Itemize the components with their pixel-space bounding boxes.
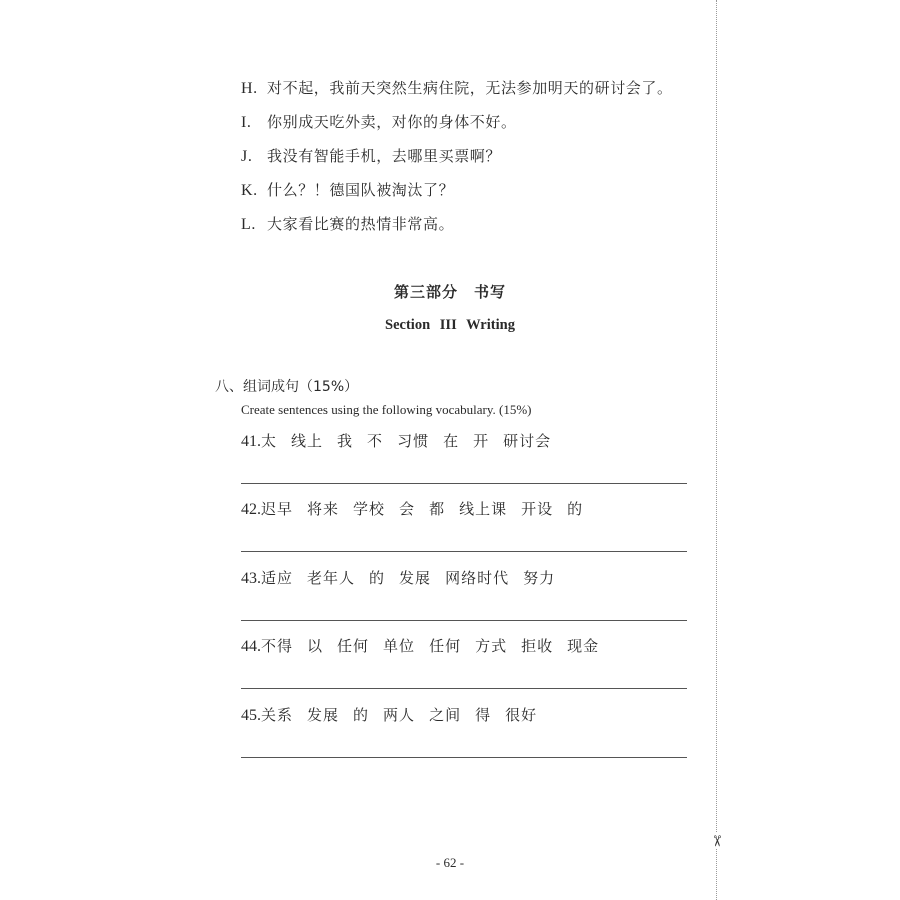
option-l xyxy=(241,214,454,235)
question-item-43 xyxy=(241,568,569,589)
vocab-word: 的 xyxy=(353,706,370,724)
vocab-word: 以 xyxy=(307,637,324,655)
option-k xyxy=(241,180,454,201)
question-heading: 八、组词成句（15%） xyxy=(215,379,359,395)
vocab-word: 线上 xyxy=(291,432,324,450)
vocab-word: 研讨会 xyxy=(503,432,552,450)
cut-line xyxy=(716,0,717,900)
vocab-word: 两人 xyxy=(383,706,416,724)
vocab-word: 之间 xyxy=(429,706,462,724)
question-instruction: Create sentences using the following vocabulary. (15%) xyxy=(241,402,532,417)
vocab-word: 在 xyxy=(443,432,460,450)
vocab-word: 线上课 xyxy=(459,500,508,518)
vocab-word: 关系 xyxy=(261,706,294,724)
question-item-44 xyxy=(241,636,613,657)
vocab-word: 都 xyxy=(429,500,446,518)
vocab-word: 会 xyxy=(399,500,416,518)
vocab-word: 现金 xyxy=(567,637,600,655)
option-letter: I. xyxy=(241,114,252,131)
vocab-word: 我 xyxy=(337,432,354,450)
vocab-word: 迟早 xyxy=(261,500,294,518)
vocab-word: 发展 xyxy=(307,706,340,724)
part-title: 第三部分 书写 xyxy=(393,283,506,301)
option-h xyxy=(241,78,673,99)
question-item-42 xyxy=(241,499,597,520)
vocab-word: 拒收 xyxy=(521,637,554,655)
vocab-word: 习惯 xyxy=(397,432,430,450)
vocab-word: 很好 xyxy=(505,706,538,724)
item-number: 44. xyxy=(241,638,261,655)
item-number: 43. xyxy=(241,570,261,587)
option-text: 我没有智能手机，去哪里买票啊？ xyxy=(267,147,502,165)
vocab-word: 不 xyxy=(367,432,384,450)
vocab-word: 任何 xyxy=(337,637,370,655)
vocab-word: 开 xyxy=(473,432,490,450)
option-letter: K. xyxy=(241,182,258,199)
vocab-word: 方式 xyxy=(475,637,508,655)
page-number: - 62 - xyxy=(435,855,465,870)
answer-line-42[interactable] xyxy=(241,551,687,552)
answer-line-44[interactable] xyxy=(241,688,687,689)
option-letter: J. xyxy=(241,148,253,165)
vocab-word: 太 xyxy=(261,432,278,450)
option-text: 你别成天吃外卖，对你的身体不好。 xyxy=(267,113,517,131)
vocab-word: 不得 xyxy=(261,637,294,655)
vocab-word: 开设 xyxy=(521,500,554,518)
option-letter: L. xyxy=(241,216,256,233)
answer-line-43[interactable] xyxy=(241,620,687,621)
vocab-word: 努力 xyxy=(523,569,556,587)
vocab-word: 任何 xyxy=(429,637,462,655)
vocab-word: 老年人 xyxy=(307,569,356,587)
question-item-41 xyxy=(241,431,565,452)
option-text: 对不起，我前天突然生病住院，无法参加明天的研讨会了。 xyxy=(267,79,673,97)
item-number: 42. xyxy=(241,501,261,518)
vocab-word: 的 xyxy=(567,500,584,518)
section-title: Section III Writing xyxy=(385,317,515,333)
option-letter: H. xyxy=(241,80,258,97)
option-i xyxy=(241,112,517,133)
vocab-word: 得 xyxy=(475,706,492,724)
item-number: 45. xyxy=(241,707,261,724)
item-number: 41. xyxy=(241,433,261,450)
option-text: 什么？！德国队被淘汰了？ xyxy=(267,181,455,199)
scissors-icon: ✂ xyxy=(708,834,726,848)
answer-line-41[interactable] xyxy=(241,483,687,484)
option-text: 大家看比赛的热情非常高。 xyxy=(267,215,455,233)
vocab-word: 的 xyxy=(369,569,386,587)
vocab-word: 单位 xyxy=(383,637,416,655)
vocab-word: 学校 xyxy=(353,500,386,518)
vocab-word: 网络时代 xyxy=(445,569,510,587)
vocab-word: 适应 xyxy=(261,569,294,587)
option-j xyxy=(241,146,501,167)
vocab-word: 将来 xyxy=(307,500,340,518)
answer-line-45[interactable] xyxy=(241,757,687,758)
question-item-45 xyxy=(241,705,551,726)
vocab-word: 发展 xyxy=(399,569,432,587)
